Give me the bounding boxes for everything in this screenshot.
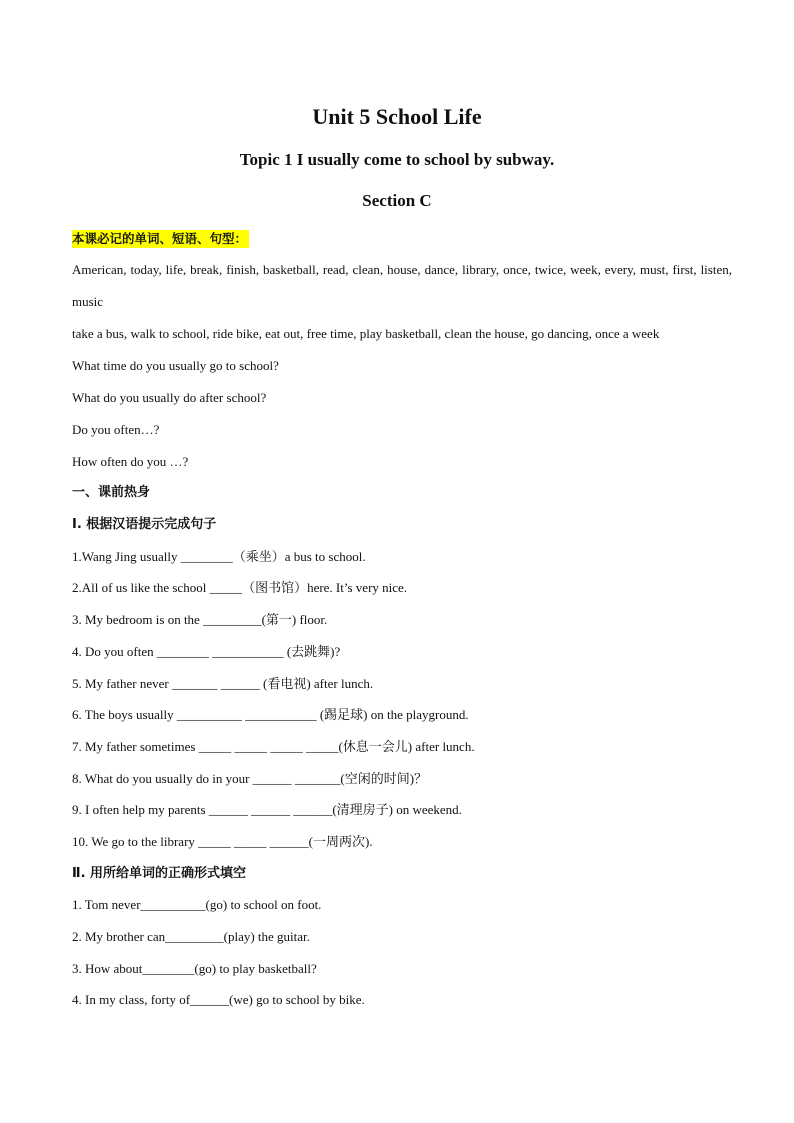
exercise-item: 3. How about________(go) to play basketball? <box>72 961 317 976</box>
section-title: Section C <box>362 191 432 210</box>
key-sentence: How often do you …? <box>72 454 189 469</box>
unit-title: Unit 5 School Life <box>312 104 482 129</box>
exercise-item: 3. My bedroom is on the _________(第一) floor. <box>72 612 328 627</box>
exercise-item: 4. Do you often ________ ___________ (去跳舞)? <box>72 644 341 659</box>
exercise-item: 7. My father sometimes _____ _____ _____ _____(休息一会儿) after lunch. <box>72 739 475 754</box>
topic-title: Topic 1 I usually come to school by subway. <box>239 150 555 169</box>
exercise-item: 10. We go to the library _____ _____ ______(一周两次). <box>72 834 373 849</box>
exercise-item: 4. In my class, forty of______(we) go to school by bike. <box>72 992 365 1007</box>
exercise-item: 6. The boys usually __________ ___________ (踢足球) on the playground. <box>72 707 469 722</box>
exercise-item: 2. My brother can_________(play) the guitar. <box>72 929 310 944</box>
exercise-item: 8. What do you usually do in your ______ _______(空闲的时间)？ <box>72 771 428 786</box>
section1-heading: Ⅰ. 根据汉语提示完成句子 <box>72 517 217 532</box>
exercise-item: 1.Wang Jing usually ________（乘坐）a bus to school. <box>72 549 366 564</box>
key-phrases: take a bus, walk to school, ride bike, eat out, free time, play basketball, clean the house, go dancing, once a week <box>72 326 660 341</box>
exercise-item: 5. My father never _______ ______ (看电视) after lunch. <box>72 676 374 691</box>
section2-heading: Ⅱ. 用所给单词的正确形式填空 <box>72 866 247 881</box>
key-points-label: 本课必记的单词、短语、句型： <box>72 231 248 246</box>
key-sentence: What do you usually do after school? <box>72 390 267 405</box>
key-points-label-row <box>72 231 249 247</box>
exercise-item: 2.All of us like the school _____（图书馆）here. It’s very nice. <box>72 580 408 595</box>
key-sentence: Do you often…? <box>72 422 160 437</box>
key-words: American, today, life, break, finish, basketball, read, clean, house, dance, library, once, twice, week, every, must, first, listen, music <box>72 262 732 309</box>
exercise-item: 1. Tom never__________(go) to school on foot. <box>72 897 322 912</box>
part1-heading: 一、课前热身 <box>72 485 151 500</box>
exercise-item: 9. I often help my parents ______ ______ ______(清理房子) on weekend. <box>72 802 462 817</box>
key-sentence: What time do you usually go to school? <box>72 358 279 373</box>
